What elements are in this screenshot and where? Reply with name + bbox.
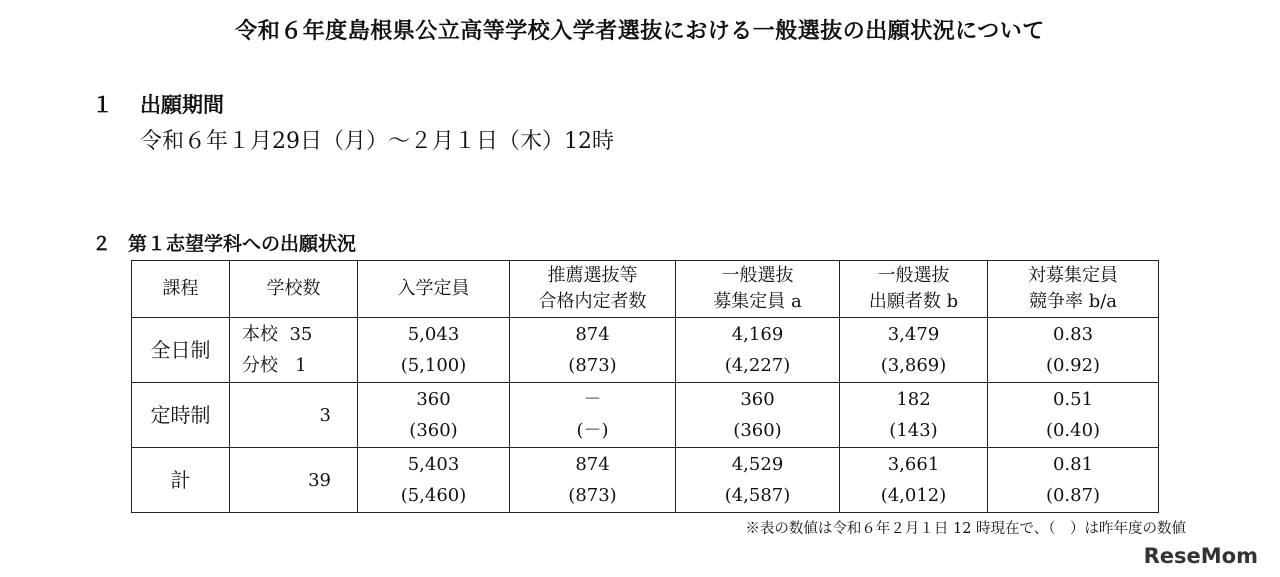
capacity-cell: 360 (360)	[358, 383, 510, 448]
section2-number: ２	[92, 233, 112, 255]
recommended-cell: 874 (873)	[510, 448, 676, 513]
application-period: 令和６年１月29日（月）～２月１日（木）12時	[140, 129, 614, 154]
general-quota-cell: 360 (360)	[676, 383, 840, 448]
section2-title: 第１志望学科への出願状況	[128, 233, 357, 255]
table-row-parttime	[132, 383, 1159, 448]
schools-cell: 本校 35 分校 1	[230, 318, 358, 383]
table-row-total	[132, 448, 1159, 513]
capacity-cell: 5,403 (5,460)	[358, 448, 510, 513]
header-recommended: 推薦選抜等 合格内定者数	[510, 261, 676, 318]
header-schools: 学校数	[230, 261, 358, 318]
applicants-cell: 3,661 (4,012)	[840, 448, 988, 513]
capacity-cell: 5,043 (5,100)	[358, 318, 510, 383]
table-footnote: ※表の数値は令和６年２月１日 12 時現在で、（ ）は昨年度の数値	[745, 521, 1186, 537]
ratio-cell: 0.51 (0.40)	[988, 383, 1159, 448]
header-ratio: 対募集定員 競争率 b/a	[988, 261, 1159, 318]
course-cell: 定時制	[132, 383, 230, 448]
application-status-table	[131, 260, 1159, 513]
section1-number: １	[92, 93, 113, 117]
schools-cell: 39	[230, 448, 358, 513]
resemom-logo: ReseMom	[1143, 544, 1258, 568]
page-title: 令和６年度島根県公立高等学校入学者選抜における一般選抜の出願状況について	[235, 19, 1045, 44]
header-course: 課程	[132, 261, 230, 318]
section2-heading	[92, 229, 356, 256]
applicants-cell: 182 (143)	[840, 383, 988, 448]
section1-title: 出願期間	[140, 93, 224, 117]
general-quota-cell: 4,529 (4,587)	[676, 448, 840, 513]
recommended-cell: － (－)	[510, 383, 676, 448]
course-cell: 計	[132, 448, 230, 513]
general-quota-cell: 4,169 (4,227)	[676, 318, 840, 383]
course-cell: 全日制	[132, 318, 230, 383]
applicants-cell: 3,479 (3,869)	[840, 318, 988, 383]
schools-cell: 3	[230, 383, 358, 448]
header-capacity: 入学定員	[358, 261, 510, 318]
header-applicants: 一般選抜 出願者数 b	[840, 261, 988, 318]
header-general-quota: 一般選抜 募集定員 a	[676, 261, 840, 318]
table-header-row	[132, 261, 1159, 318]
recommended-cell: 874 (873)	[510, 318, 676, 383]
section1-heading	[92, 89, 224, 119]
ratio-cell: 0.81 (0.87)	[988, 448, 1159, 513]
ratio-cell: 0.83 (0.92)	[988, 318, 1159, 383]
table-row-fulltime	[132, 318, 1159, 383]
